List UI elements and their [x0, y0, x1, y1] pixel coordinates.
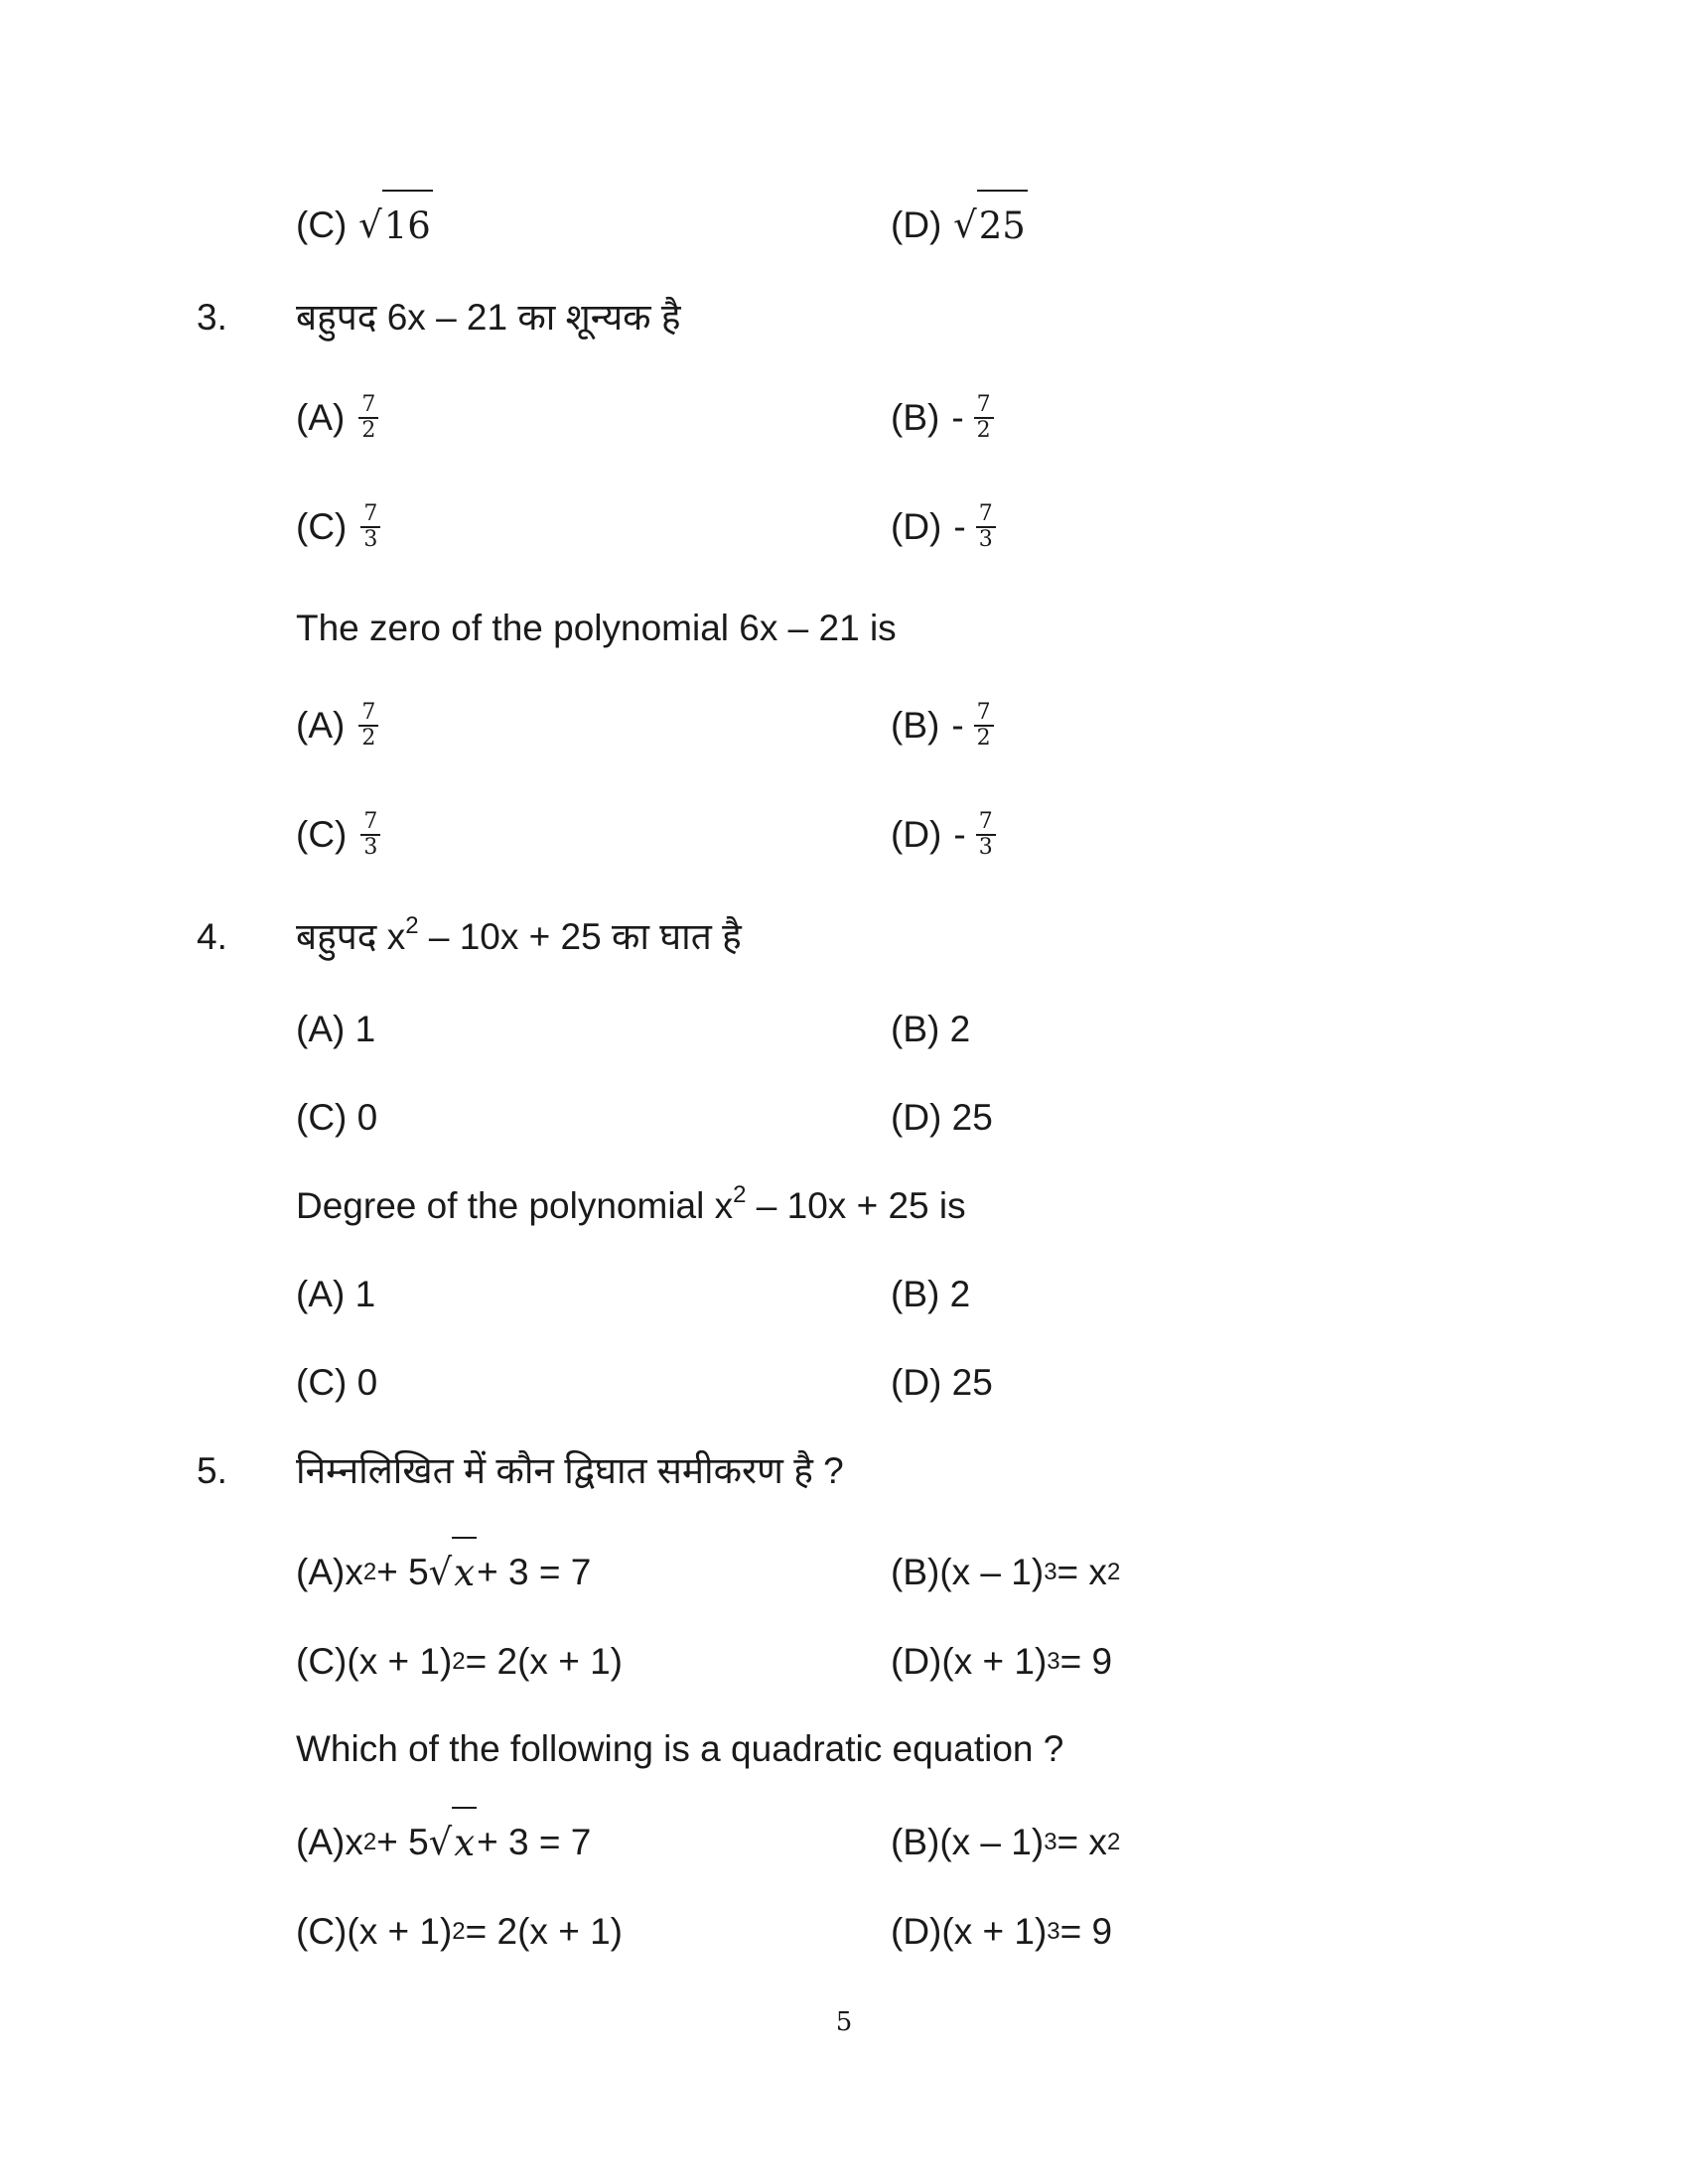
- q3-english-stem: The zero of the polynomial 6x – 21 is: [296, 608, 897, 648]
- expr-part: (x + 1): [941, 1641, 1048, 1682]
- q5-english-options-ab: [0, 1808, 1688, 1877]
- q5-english-stem: Which of the following is a quadratic equation ?: [296, 1728, 1064, 1769]
- stem-part: – 10x + 25 का घात है: [418, 916, 742, 957]
- q3-option-c: [296, 800, 380, 870]
- numerator: 7: [360, 810, 380, 836]
- sqrt-sign: √: [428, 1821, 453, 1863]
- expr-part: (x + 1): [941, 1911, 1048, 1952]
- fraction: [358, 701, 378, 751]
- denominator: 3: [363, 835, 378, 860]
- expr-part: x: [345, 1822, 363, 1862]
- option-label: (A): [296, 397, 346, 438]
- denominator: 2: [361, 418, 376, 443]
- q4-option-c: (C) 0: [296, 1362, 378, 1403]
- q4-english-row: [0, 1171, 1688, 1241]
- q5-option-a: (A) x 2 + 5 √ x + 3 = 7: [296, 1808, 591, 1877]
- fraction: [360, 502, 380, 552]
- q4-option-a: (A) 1: [296, 1274, 376, 1314]
- q4-option-c: (C) 0: [296, 1097, 378, 1138]
- q5-option-a: (A) x 2 + 5 √ x + 3 = 7: [296, 1538, 591, 1607]
- fraction: [360, 810, 380, 860]
- expr-part: = x: [1056, 1552, 1107, 1592]
- expr-part: = 2(x + 1): [465, 1641, 623, 1682]
- exponent: 2: [405, 912, 419, 939]
- q5-option-d: (D) (x + 1) 3 = 9: [891, 1897, 1112, 1967]
- q4-hindi-options-ab: [0, 995, 1688, 1064]
- option-label: (D): [891, 1911, 942, 1952]
- q3-english-options-cd: [0, 800, 1688, 870]
- numerator: 7: [976, 502, 996, 528]
- q4-hindi-stem: [296, 902, 742, 972]
- q3-hindi-options-cd: [0, 492, 1688, 562]
- exponent: 2: [733, 1181, 747, 1208]
- q3-option-a: [296, 383, 378, 453]
- fraction: [974, 701, 994, 751]
- question-number: 3.: [197, 297, 227, 338]
- sqrt-sign: √: [941, 204, 977, 246]
- stem-part: – 10x + 25 is: [746, 1185, 966, 1226]
- numerator: 7: [974, 393, 994, 419]
- q3-english-options-ab: [0, 691, 1688, 760]
- expr-part: (x – 1): [939, 1822, 1045, 1862]
- q3-option-d: [891, 800, 996, 870]
- fraction: [976, 502, 996, 552]
- option-label: (C): [296, 506, 348, 547]
- negative-sign: -: [951, 705, 964, 746]
- radicand: x: [452, 1807, 477, 1878]
- q2-options-cd: [0, 191, 1688, 260]
- q4-hindi-options-cd: [0, 1083, 1688, 1153]
- stem-part: बहुपद x: [296, 916, 406, 957]
- denominator: 3: [978, 527, 993, 552]
- option-label: (D): [891, 814, 942, 855]
- sqrt-sign: √: [347, 204, 382, 246]
- expr-part: = 2(x + 1): [465, 1911, 623, 1952]
- expr-part: = x: [1056, 1822, 1107, 1862]
- q4-option-b: (B) 2: [891, 1009, 971, 1049]
- stem-part: Degree of the polynomial x: [296, 1185, 734, 1226]
- numerator: 7: [358, 393, 378, 419]
- numerator: 7: [360, 502, 380, 528]
- option-label: (D): [891, 506, 942, 547]
- option-label: (B): [891, 1822, 940, 1862]
- denominator: 3: [978, 835, 993, 860]
- option-label: (C): [296, 1641, 348, 1682]
- q4-english-options-ab: [0, 1260, 1688, 1329]
- q3-hindi-row: [0, 283, 1688, 352]
- q5-option-c: (C) (x + 1) 2 = 2(x + 1): [296, 1627, 623, 1697]
- option-label: (C): [296, 1911, 348, 1952]
- radicand: 25: [977, 190, 1028, 261]
- q3-option-b: [891, 383, 994, 453]
- q5-option-b: (B) (x – 1) 3 = x 2: [891, 1808, 1120, 1877]
- option-label: (B): [891, 705, 940, 746]
- q5-option-d: (D) (x + 1) 3 = 9: [891, 1627, 1112, 1697]
- denominator: 2: [976, 726, 991, 751]
- option-label: (A): [296, 1552, 346, 1592]
- denominator: 2: [976, 418, 991, 443]
- option-label: (D): [891, 1641, 942, 1682]
- expr-part: (x + 1): [347, 1911, 453, 1952]
- q4-option-b: (B) 2: [891, 1274, 971, 1314]
- q5-option-b: (B) (x – 1) 3 = x 2: [891, 1538, 1120, 1607]
- page-number: 5: [835, 2007, 853, 2037]
- question-number: 4.: [197, 916, 227, 957]
- option-label: (B): [891, 397, 940, 438]
- q5-english-row: [0, 1714, 1688, 1784]
- q2-option-c: [296, 191, 433, 260]
- q5-english-options-cd: [0, 1897, 1688, 1967]
- q5-hindi-row: [0, 1436, 1688, 1506]
- numerator: 7: [976, 810, 996, 836]
- expr-part: + 3 = 7: [477, 1822, 592, 1862]
- fraction: [974, 393, 994, 443]
- option-label: (A): [296, 705, 346, 746]
- sqrt-sign: √: [428, 1551, 453, 1593]
- q4-option-d: (D) 25: [891, 1362, 993, 1403]
- denominator: 3: [363, 527, 378, 552]
- q4-english-stem: [296, 1171, 966, 1241]
- q5-option-c: (C) (x + 1) 2 = 2(x + 1): [296, 1897, 623, 1967]
- q3-hindi-options-ab: [0, 383, 1688, 453]
- q3-option-d: [891, 492, 996, 562]
- q4-option-a: (A) 1: [296, 1009, 376, 1049]
- q3-hindi-stem: बहुपद 6x – 21 का शून्यक है: [296, 297, 681, 338]
- q5-hindi-options-cd: [0, 1627, 1688, 1697]
- q4-option-d: (D) 25: [891, 1097, 993, 1138]
- option-label: (C): [296, 205, 348, 245]
- expr-part: + 5: [376, 1822, 429, 1862]
- fraction: [358, 393, 378, 443]
- question-number: 5.: [197, 1450, 227, 1491]
- numerator: 7: [358, 701, 378, 727]
- option-label: (D): [891, 205, 942, 245]
- expr-part: + 5: [376, 1552, 429, 1592]
- negative-sign: -: [953, 506, 966, 547]
- q3-option-a: [296, 691, 378, 760]
- option-label: (C): [296, 814, 348, 855]
- negative-sign: -: [953, 814, 966, 855]
- q5-hindi-options-ab: [0, 1538, 1688, 1607]
- expr-part: (x + 1): [347, 1641, 453, 1682]
- q4-hindi-row: [0, 902, 1688, 972]
- q4-english-options-cd: [0, 1348, 1688, 1418]
- expr-part: = 9: [1059, 1911, 1113, 1952]
- expr-part: x: [345, 1552, 363, 1592]
- expr-part: = 9: [1059, 1641, 1113, 1682]
- q3-option-b: [891, 691, 994, 760]
- numerator: 7: [974, 701, 994, 727]
- expr-part: + 3 = 7: [477, 1552, 592, 1592]
- option-label: (B): [891, 1552, 940, 1592]
- expr-part: (x – 1): [939, 1552, 1045, 1592]
- radicand: 16: [382, 190, 433, 261]
- q2-option-d: [891, 191, 1028, 260]
- q3-option-c: [296, 492, 380, 562]
- denominator: 2: [361, 726, 376, 751]
- option-label: (A): [296, 1822, 346, 1862]
- negative-sign: -: [951, 397, 964, 438]
- fraction: [976, 810, 996, 860]
- q3-english-row: [0, 594, 1688, 663]
- radicand: x: [452, 1537, 477, 1608]
- q5-hindi-stem: निम्नलिखित में कौन द्विघात समीकरण है ?: [296, 1450, 844, 1491]
